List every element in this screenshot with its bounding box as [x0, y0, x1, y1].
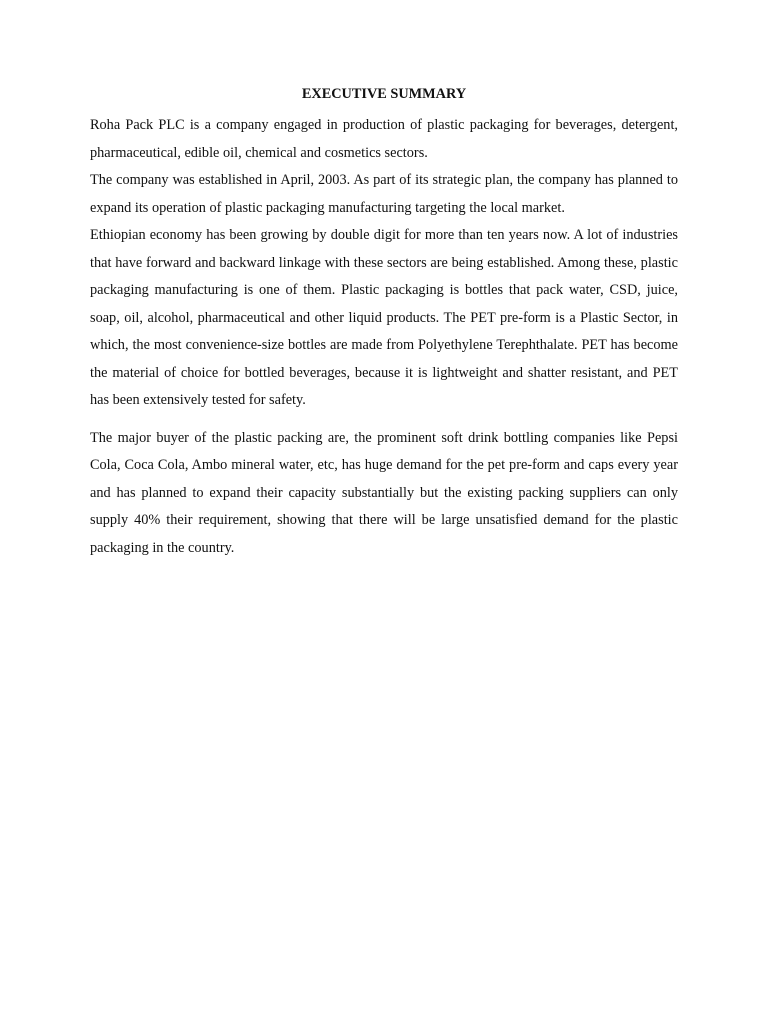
paragraph-company-history: The company was established in April, 2003. As part of its strategic plan, the company has planned to expand its operation of plastic packaging manufacturing targeting the local market.: [90, 172, 678, 216]
paragraph-company-overview: Roha Pack PLC is a company engaged in production of plastic packaging for beverages, detergent, pharmaceutical, edible oil, chemical and cosmetics sectors.: [90, 117, 678, 161]
paragraph-market-demand: The major buyer of the plastic packing are, the prominent soft drink bottling companies like Pepsi Cola, Coca Cola, Ambo mineral water, etc, has huge demand for the pet pre-form and caps every year and has planned to expand their capacity substantially but the existing packing suppliers can only supply 40% their requirement, showing that there will be large unsatisfied demand for the plastic packaging in the country.: [90, 429, 678, 556]
paragraph-economy: Ethiopian economy has been growing by double digit for more than ten years now. A lot of industries that have forward and backward linkage with these sectors are being established. Among these, plastic packaging manufacturing is one of them. Plastic packaging is bottles that pack water, CSD, juice, soap, oil, alcohol, pharmaceutical and other liquid products. The PET pre-form is a Plastic Sector, in which, the most convenience-size bottles are made from Polyethylene Terephthalate. PET has become the material of choice for bottled beverages, because it is lightweight and shatter resistant, and PET has been extensively tested for safety.: [90, 227, 678, 408]
document-title: EXECUTIVE SUMMARY: [301, 86, 467, 102]
document-content: [90, 84, 678, 562]
